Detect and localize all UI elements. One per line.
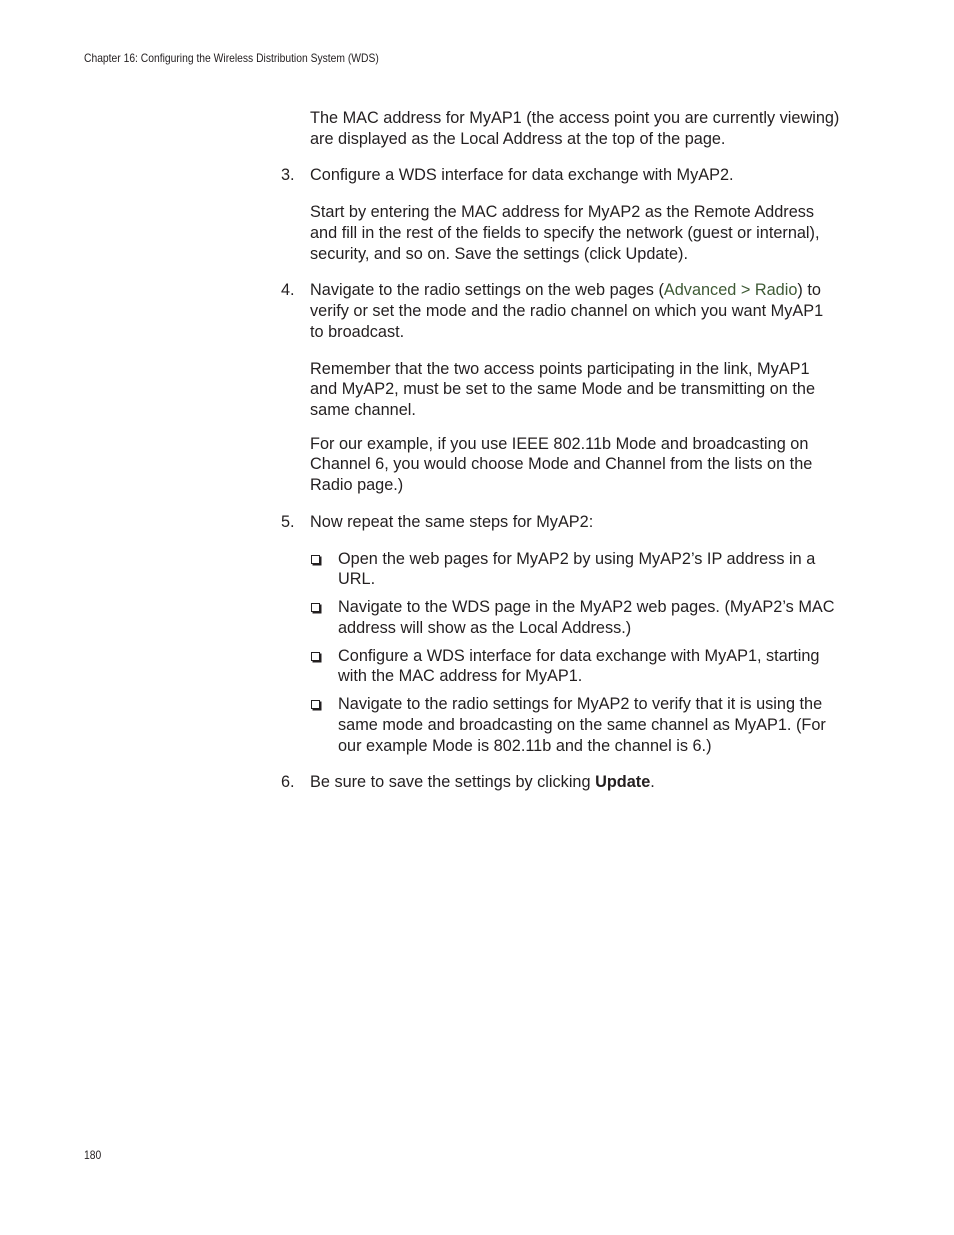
step-text [310,280,841,342]
list-item [310,694,841,756]
intro-paragraph: The MAC address for MyAP1 (the access point you are currently viewing) are displayed as the Local Address at the top of the page. [310,109,840,148]
step-5 [281,512,841,533]
step-4-text-before: Navigate to the radio settings on the web pages ( [310,281,664,300]
page-number: 180 [84,1148,102,1162]
checkbox-bullet-icon [310,646,338,687]
step-6 [281,772,841,793]
step-number: 3. [281,166,295,185]
step-4 [281,280,841,342]
list-item [310,549,841,590]
body-text [281,108,841,809]
step-6-text-before: Be sure to save the settings by clicking [310,773,596,792]
list-item [310,646,841,687]
step-number: 5. [281,512,295,531]
step-4-detail-2: For our example, if you use IEEE 802.11b Mode and broadcasting on Channel 6, you would choose Mode and Channel from the lists on the Radio page.) [310,434,813,494]
step-3-detail: Start by entering the MAC address for MyAP2 as the Remote Address and fill in the rest of the fields to specify the network (guest or internal), security, and so on. Save the settings (click Update). [310,203,820,263]
step-number: 6. [281,773,295,792]
step-6-text-after: . [650,773,655,792]
step-3 [281,165,841,186]
step-4-text-after: ) to verify or set the mode and the radio channel on which you want MyAP1 to broadcast. [310,281,824,341]
step-5-sub-list [310,549,841,757]
checkbox-bullet-icon [310,694,338,756]
running-header: Chapter 16: Configuring the Wireless Distribution System (WDS) [84,51,379,65]
checkbox-bullet-icon [310,597,338,638]
checkbox-bullet-icon [310,549,338,590]
step-number: 4. [281,281,295,300]
step-4-detail-1: Remember that the two access points participating in the link, MyAP1 and MyAP2, must be set to the same Mode and be transmitting on the same channel. [310,359,815,419]
list-item-text: Configure a WDS interface for data exchange with MyAP1, starting with the MAC address for MyAP1. [338,646,820,686]
advanced-radio-link[interactable]: Advanced > Radio [663,281,798,300]
step-text [310,772,841,793]
step-text: Now repeat the same steps for MyAP2: [310,512,594,531]
list-item [310,597,841,638]
update-label: Update [595,773,651,792]
step-text: Configure a WDS interface for data exchange with MyAP2. [310,166,734,185]
list-item-text: Navigate to the radio settings for MyAP2 to verify that it is using the same mode and broadcasting on the same channel as MyAP1. (For our example Mode is 802.11b and the channel is 6.) [338,695,826,755]
list-item-text: Open the web pages for MyAP2 by using MyAP2’s IP address in a URL. [338,549,816,589]
list-item-text: Navigate to the WDS page in the MyAP2 web pages. (MyAP2’s MAC address will show as the Local Address.) [338,598,835,637]
